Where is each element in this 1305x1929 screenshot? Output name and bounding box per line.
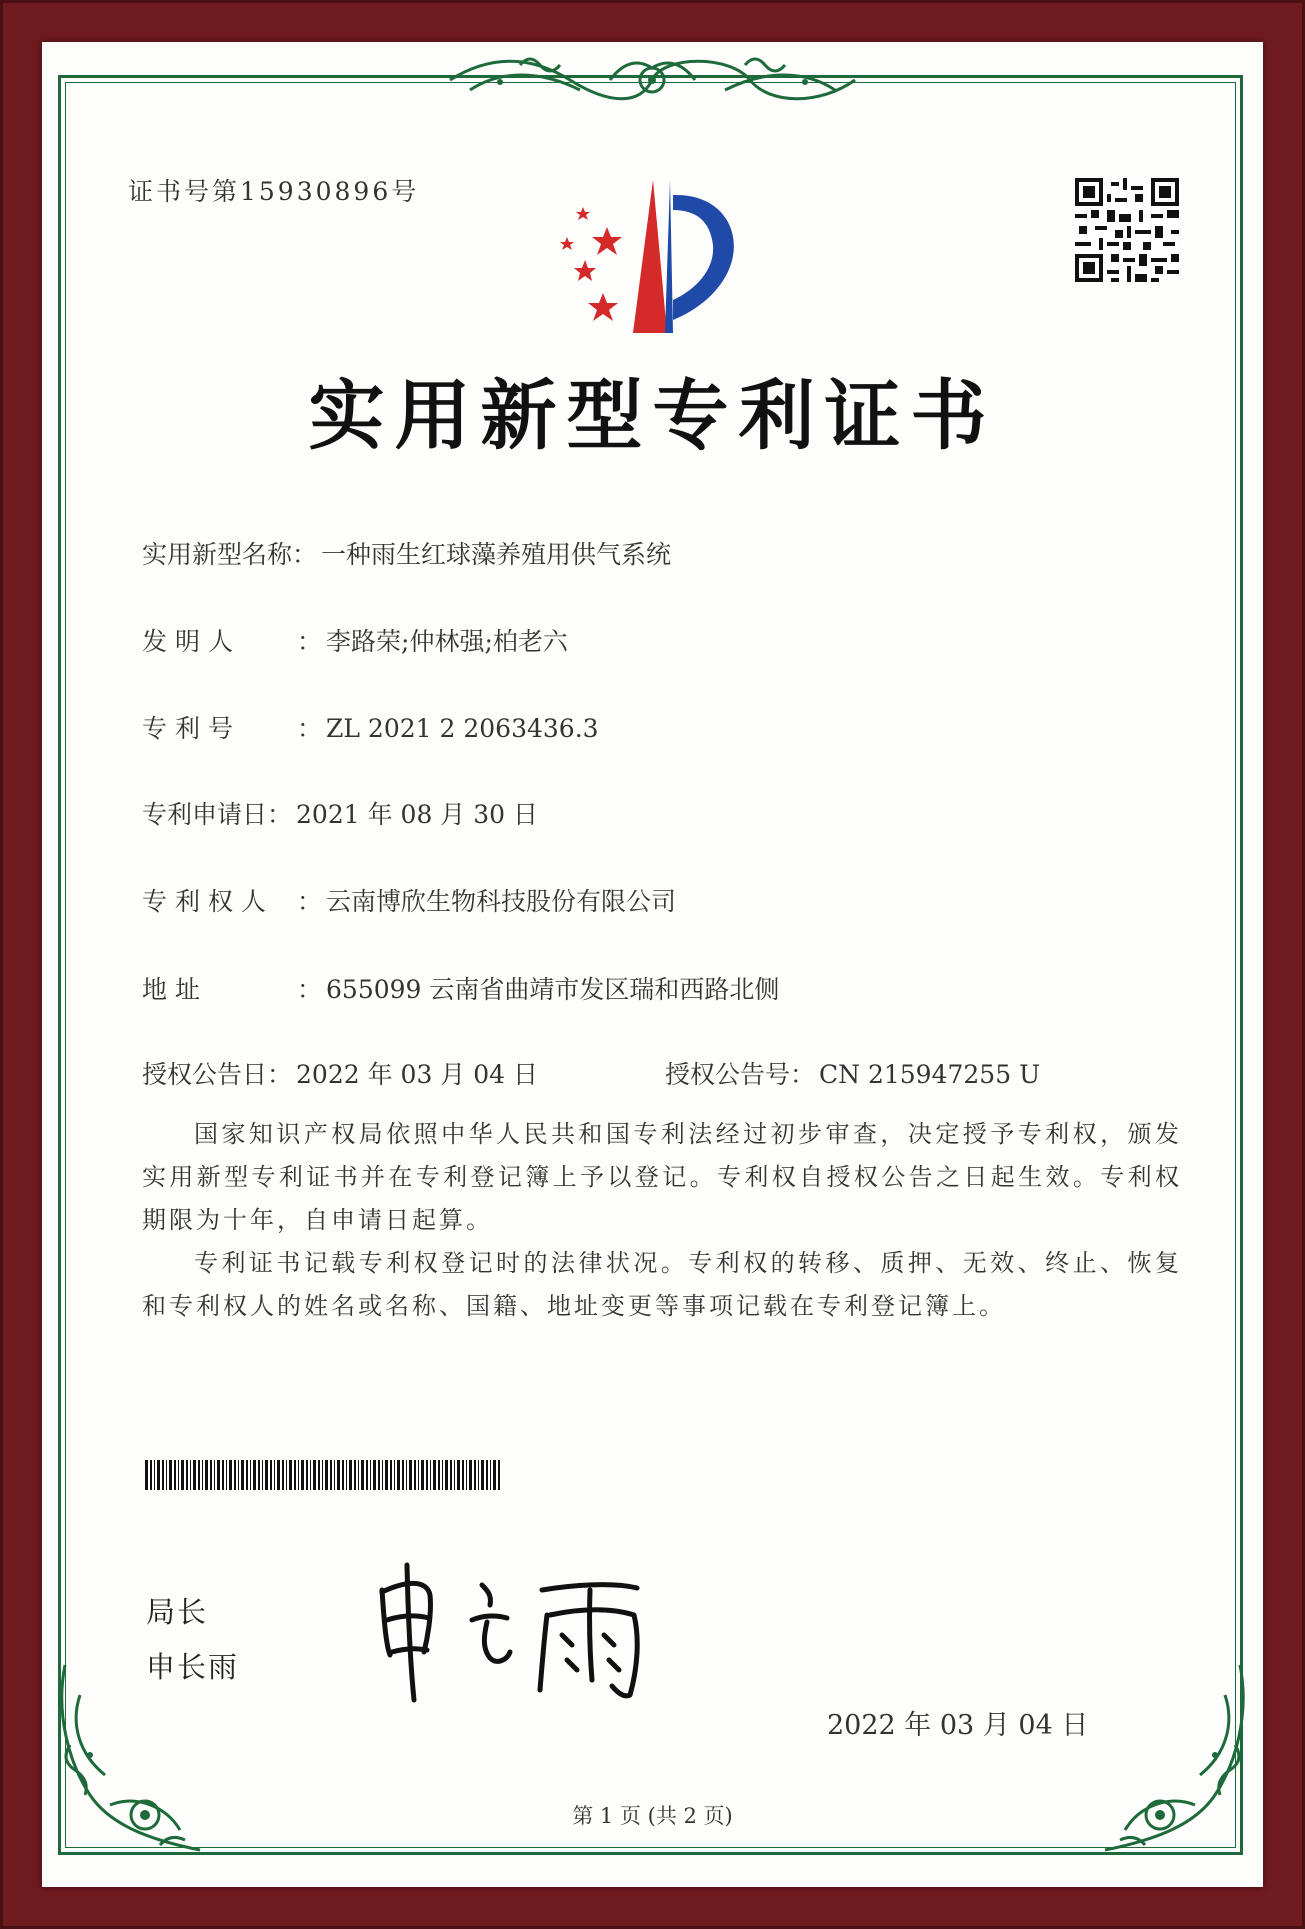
signature-title: 局长: [146, 1595, 209, 1629]
label-char: 权: [207, 887, 233, 916]
corner-ornament-icon: [50, 1655, 220, 1865]
label-char: 利: [174, 714, 200, 743]
label-char: 号: [207, 714, 233, 743]
field-patentee-label: [142, 882, 297, 918]
field-grant-no: [665, 1055, 1040, 1091]
label-colon: ：: [297, 627, 323, 656]
body-paragraph-1: 国家知识产权局依照中华人民共和国专利法经过初步审查，决定授予专利权，颁发实用新型专利证书并在专利登记簿上予以登记。专利权自授权公告之日起生效。专利权期限为十年，自申请日起算。: [142, 1120, 1182, 1234]
field-inventor-label: [142, 622, 297, 658]
corner-ornament-icon: [1085, 1655, 1255, 1865]
field-grant-no-value: CN 215947255 U: [819, 1060, 1041, 1089]
label-colon: ：: [297, 887, 323, 916]
barcode-icon: [145, 1460, 503, 1490]
label-char: 地: [142, 975, 168, 1004]
field-grant-date: [142, 1055, 538, 1091]
field-address-value: 655099 云南省曲靖市发区瑞和西路北侧: [326, 975, 780, 1004]
label-char: 人: [240, 887, 266, 916]
label-char: 利: [174, 887, 200, 916]
field-patentee: [142, 882, 676, 918]
field-address: [142, 970, 779, 1006]
certificate-title: 实用新型专利证书: [308, 371, 997, 460]
field-name-label: 实用新型名称：: [142, 540, 318, 569]
label-char: 明: [174, 627, 200, 656]
field-name: [142, 535, 671, 571]
field-patent-no-label: [142, 709, 297, 745]
label-char: 专: [142, 887, 168, 916]
body-paragraph-2: 专利证书记载专利权登记时的法律状况。专利权的转移、质押、无效、终止、恢复和专利权人的姓名或名称、国籍、地址变更等事项记载在专利登记簿上。: [142, 1249, 1182, 1320]
label-colon: ：: [297, 975, 323, 1004]
qr-code-icon: [1075, 178, 1179, 282]
field-filing-date-value: 2021 年 08 月 30 日: [296, 800, 538, 829]
label-colon: ：: [297, 714, 323, 743]
field-inventor: [142, 622, 568, 658]
page-number: 第 1 页 (共 2 页): [572, 1804, 733, 1828]
signature-icon: [372, 1560, 672, 1710]
top-ornament-icon: [440, 50, 865, 120]
cnipa-logo-icon: [545, 175, 755, 340]
field-patent-no: [142, 709, 599, 745]
field-patentee-value: 云南博欣生物科技股份有限公司: [326, 887, 677, 916]
field-grant-date-label: 授权公告日：: [142, 1060, 293, 1089]
label-char: 址: [174, 975, 200, 1004]
field-grant-date-value: 2022 年 03 月 04 日: [296, 1060, 538, 1089]
label-char: 人: [207, 627, 233, 656]
label-char: 发: [142, 627, 168, 656]
label-char: 专: [142, 714, 168, 743]
field-inventor-value: 李路荣;仲林强;柏老六: [326, 627, 568, 656]
field-name-value: 一种雨生红球藻养殖用供气系统: [321, 540, 672, 569]
field-filing-date-label: 专利申请日：: [142, 800, 293, 829]
signature-date: 2022 年 03 月 04 日: [827, 1710, 1089, 1741]
field-grant-no-label: 授权公告号：: [665, 1060, 816, 1089]
certificate-number: 证书号第15930896号: [128, 177, 420, 206]
field-address-label: [142, 970, 297, 1006]
field-filing-date: [142, 795, 538, 831]
signature-name: 申长雨: [146, 1650, 240, 1684]
field-patent-no-value: ZL 2021 2 2063436.3: [326, 714, 599, 743]
